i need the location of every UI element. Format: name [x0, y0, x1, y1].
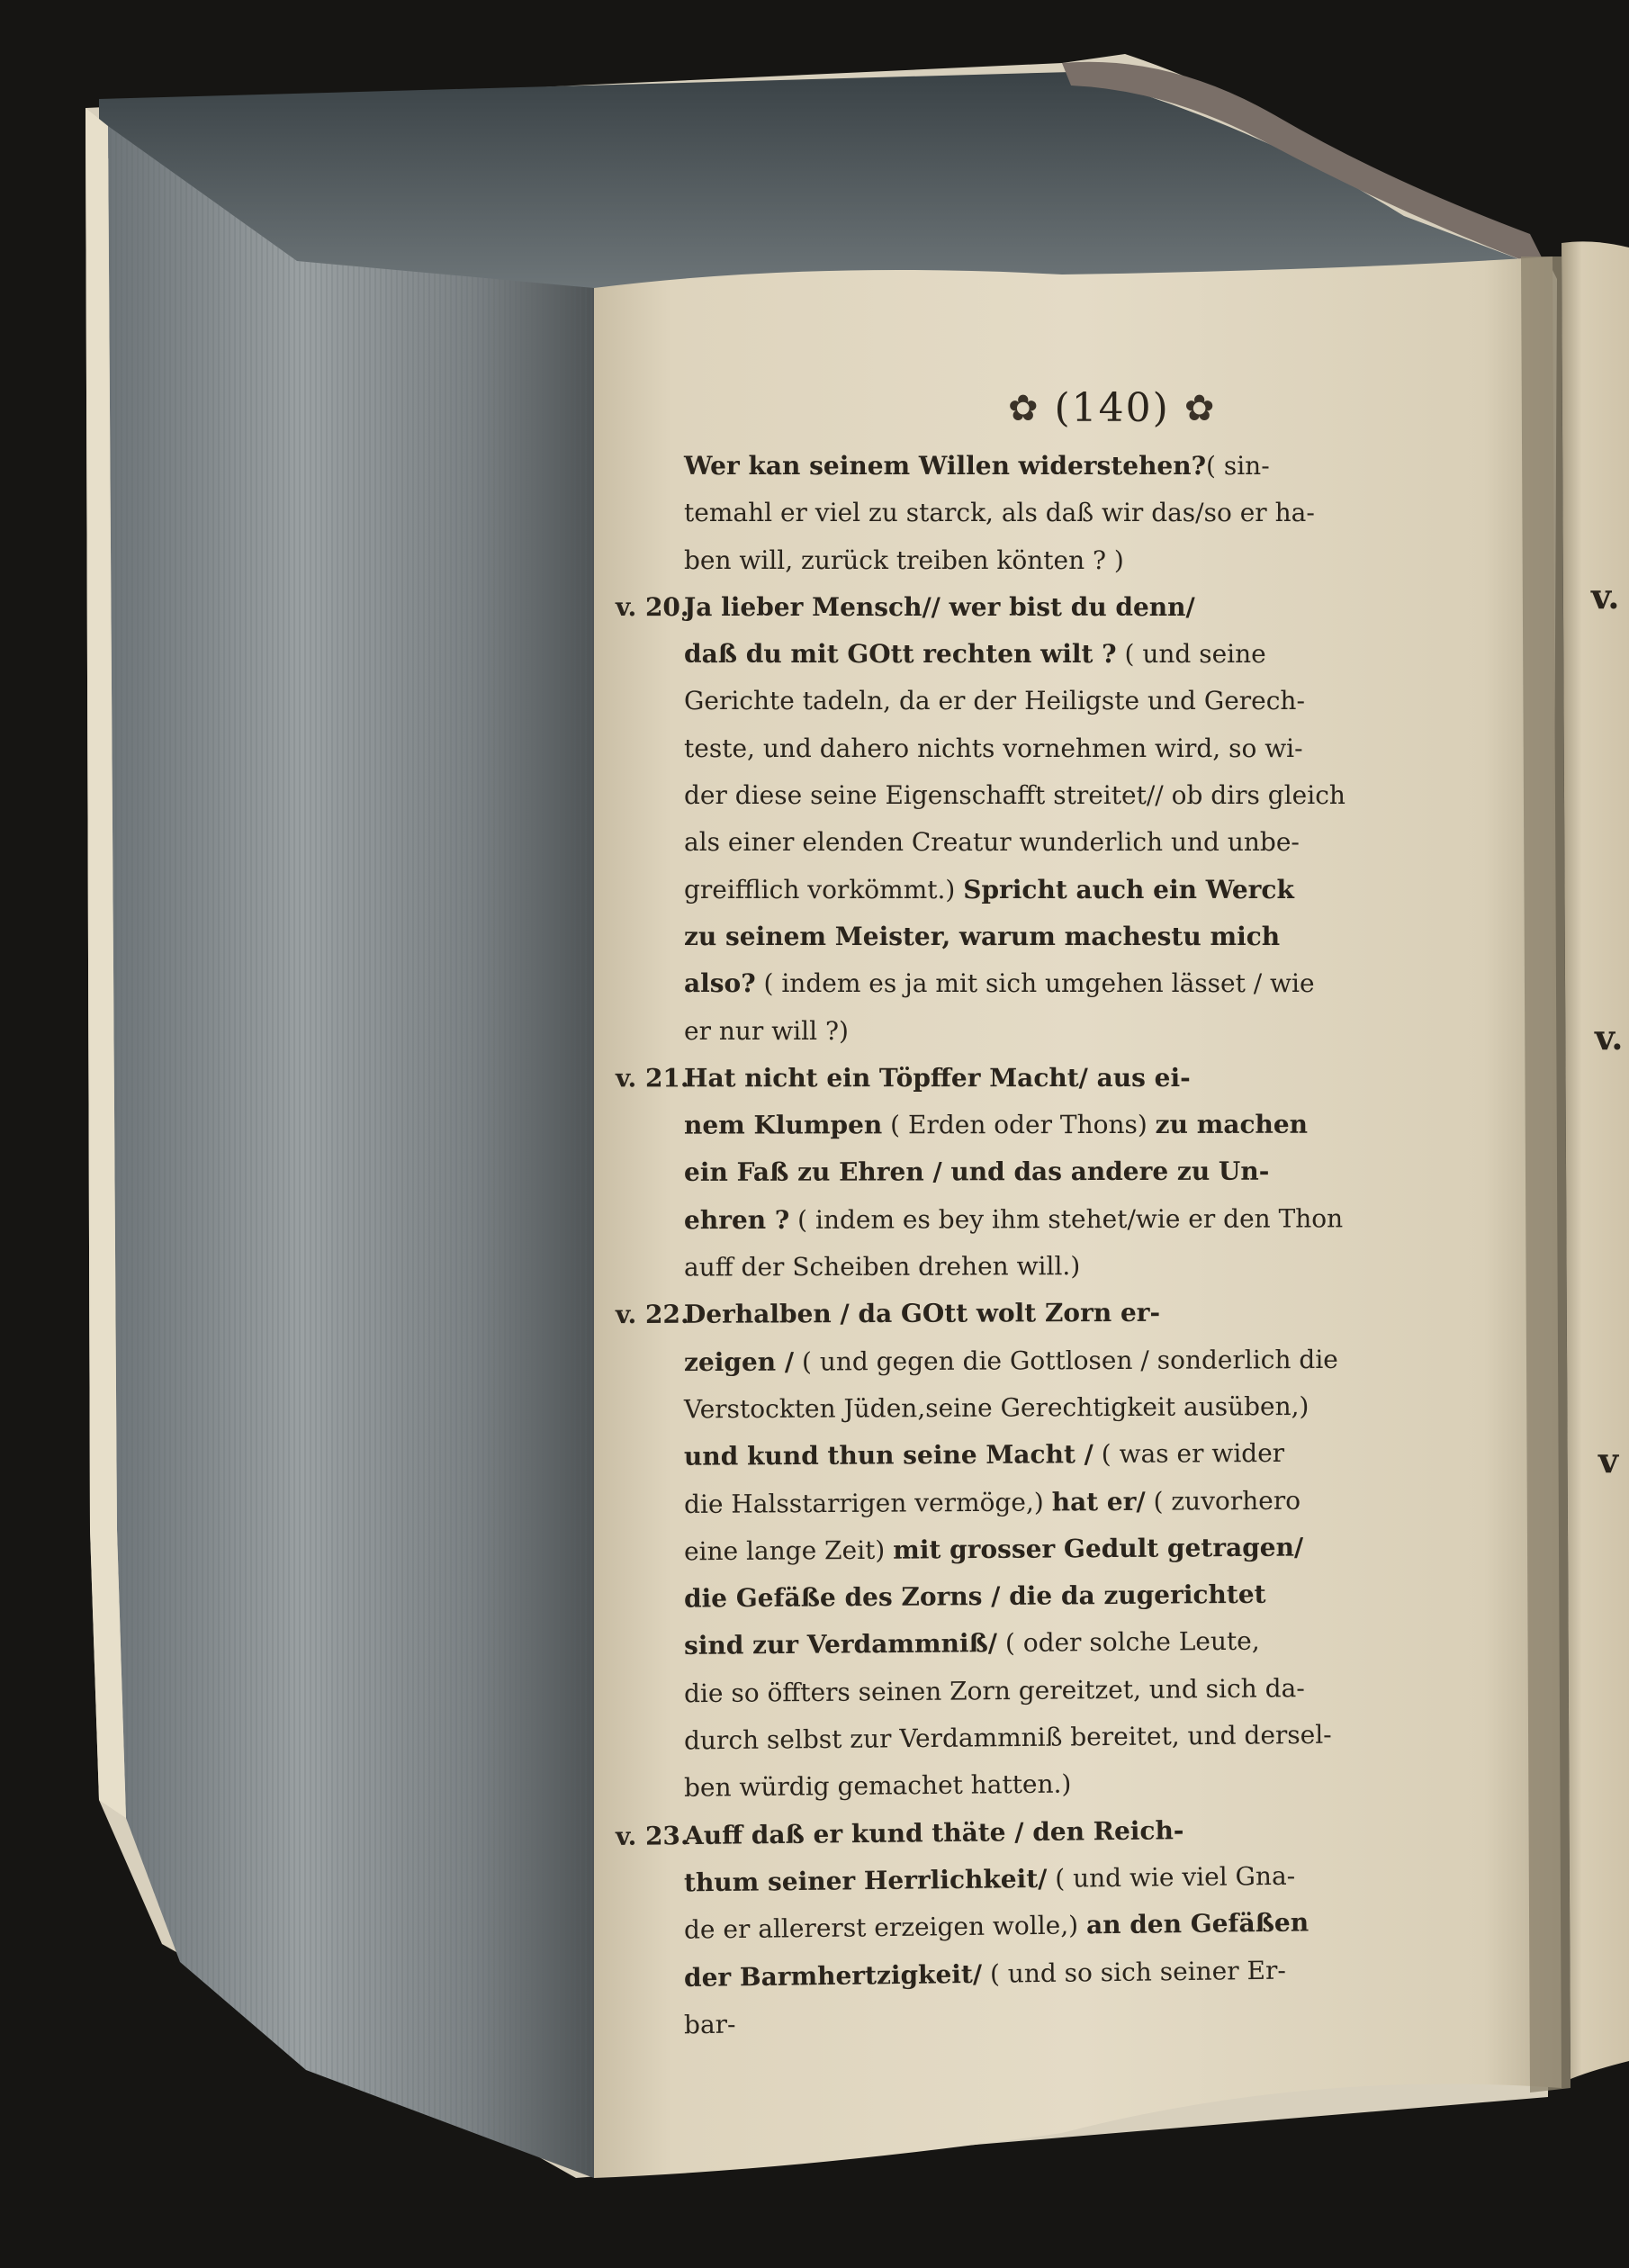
scripture-text: Wer kan seinem Willen widerstehen? — [684, 451, 1207, 481]
verse-number: v. 20. — [616, 591, 689, 622]
right-page — [1562, 241, 1629, 2079]
right-page-verse-marker: v — [1598, 1440, 1619, 1480]
commentary-text: ( und gegen die Gottlosen / sonderlich die — [794, 1344, 1338, 1377]
commentary-text: ( indem es ja mit sich umgehen lässet / wie — [755, 968, 1315, 999]
commentary-text: ( zuvorhero — [1145, 1485, 1301, 1516]
text-line — [684, 1008, 1548, 1055]
text-line — [684, 772, 1548, 819]
commentary-text: durch selbst zur Verdammniß bereitet, und dersel- — [683, 1719, 1332, 1756]
commentary-text: die so öffters seinen Zorn gereitzet, und sich da- — [683, 1672, 1305, 1708]
text-line — [684, 914, 1548, 960]
commentary-text: auff der Scheiben drehen will.) — [683, 1251, 1081, 1282]
text-line — [684, 1148, 1548, 1197]
text-line — [684, 819, 1548, 866]
scripture-text: nem Klumpen — [683, 1110, 883, 1140]
scripture-text: also? — [684, 968, 756, 999]
commentary-text: ( oder solche Leute, — [996, 1626, 1260, 1659]
text-line — [684, 490, 1548, 536]
text-line — [684, 1570, 1548, 1624]
scripture-text: ehren ? — [683, 1204, 790, 1235]
text-line — [684, 678, 1548, 724]
right-page-verse-marker: v. — [1595, 1017, 1624, 1058]
page-number: (140) — [1054, 385, 1170, 431]
commentary-text: teste, und dahero nichts vornehmen wird, so wi- — [684, 733, 1303, 763]
commentary-text: ( indem es bey ihm stehet/wie er den Thon — [789, 1203, 1344, 1235]
commentary-text: ( was er wider — [1093, 1438, 1285, 1470]
text-line — [684, 1102, 1548, 1150]
scripture-text: zu machen — [1155, 1109, 1309, 1140]
text-line — [684, 443, 1548, 490]
scripture-text: mit grosser Gedult getragen/ — [893, 1532, 1304, 1565]
text-line — [684, 725, 1548, 772]
commentary-text: greifflich vorkömmt.) — [684, 874, 964, 904]
commentary-text: ( und so sich seiner Er- — [981, 1955, 1287, 1989]
verse-number: v. 22. — [615, 1300, 689, 1330]
text-line — [684, 867, 1548, 914]
text-line — [615, 1055, 1548, 1102]
text-line — [684, 1242, 1548, 1292]
verse-number: v. 23. — [615, 1820, 689, 1851]
scripture-text: sind zur Verdammniß/ — [683, 1628, 998, 1661]
text-line — [684, 1662, 1548, 1717]
commentary-text: Verstockten Jüden,seine Gerechtigkeit ausüben,) — [683, 1390, 1310, 1425]
scripture-text: daß du mit GOtt rechten wilt ? — [684, 639, 1117, 670]
text-line — [684, 1756, 1548, 1812]
commentary-text: als einer elenden Creatur wunderlich und unbe- — [684, 827, 1300, 858]
text-line — [684, 537, 1548, 584]
scripture-text: Auff daß er kund thäte / den Reich- — [683, 1814, 1184, 1850]
scripture-text: Derhalben / da GOtt wolt Zorn er- — [683, 1298, 1161, 1330]
scripture-text: und kund thun seine Macht / — [683, 1439, 1094, 1472]
commentary-text: eine lange Zeit) — [683, 1534, 894, 1567]
flower-ornament-icon: ✿ — [1008, 387, 1040, 429]
text-line — [615, 1289, 1548, 1339]
scripture-text: die Gefäße des Zorns / die da zugerichtet — [683, 1579, 1266, 1614]
commentary-text: ( Erden oder Thons) — [882, 1110, 1156, 1140]
flower-ornament-icon: ✿ — [1184, 387, 1217, 429]
commentary-text: temahl er viel zu starck, als daß wir das/so er ha- — [684, 498, 1315, 528]
text-line — [684, 1195, 1548, 1245]
scripture-text: Ja lieber Mensch// wer bist du denn/ — [684, 591, 1195, 622]
text-line — [616, 584, 1548, 631]
commentary-text: ben würdig gemachet hatten.) — [683, 1768, 1072, 1804]
right-page-verse-marker: v. — [1591, 576, 1620, 616]
scripture-text: ein Faß zu Ehren / und das andere zu Un- — [683, 1156, 1270, 1188]
commentary-text: de er allererst erzeigen wolle,) — [683, 1910, 1087, 1945]
text-line — [684, 1523, 1548, 1576]
text-lines — [615, 443, 1548, 2043]
scripture-text: an den Gefäßen — [1085, 1907, 1310, 1940]
scripture-text: zu seinem Meister, warum machestu mich — [684, 921, 1281, 951]
page-leaf-lines — [108, 126, 594, 2178]
scripture-text: der Barmhertzigkeit/ — [683, 1958, 983, 1993]
commentary-text: er nur will ?) — [684, 1015, 849, 1046]
scripture-text: thum seiner Herrlichkeit/ — [683, 1863, 1048, 1898]
page-text-block — [615, 378, 1548, 2070]
verse-number: v. 21. — [615, 1063, 689, 1094]
text-line — [684, 631, 1548, 678]
text-line — [684, 1616, 1548, 1670]
commentary-text: die Halsstarrigen vermöge,) — [683, 1486, 1052, 1519]
scripture-text: zeigen / — [683, 1346, 795, 1377]
text-line — [684, 1336, 1548, 1387]
commentary-text: ( und seine — [1116, 639, 1266, 670]
scripture-text: Hat nicht ein Töpffer Macht/ aus ei- — [683, 1062, 1191, 1094]
text-line — [684, 1429, 1548, 1481]
text-line — [684, 1382, 1548, 1434]
commentary-text: der diese seine Eigenschafft streitet// ob dirs gleich — [684, 780, 1346, 811]
commentary-text: Gerichte tadeln, da er der Heiligste und Gerech- — [684, 686, 1305, 716]
scripture-text: Spricht auch ein Werck — [963, 874, 1294, 904]
commentary-text: ( und wie viel Gna- — [1047, 1860, 1296, 1894]
scripture-text: hat er/ — [1051, 1486, 1146, 1516]
text-line — [684, 960, 1548, 1007]
commentary-text: bar- — [683, 2009, 736, 2040]
page-header — [1008, 385, 1216, 431]
text-line — [684, 1476, 1548, 1528]
commentary-text: ben will, zurück treiben könten ? ) — [684, 544, 1124, 575]
commentary-text: ( sin- — [1206, 451, 1270, 481]
